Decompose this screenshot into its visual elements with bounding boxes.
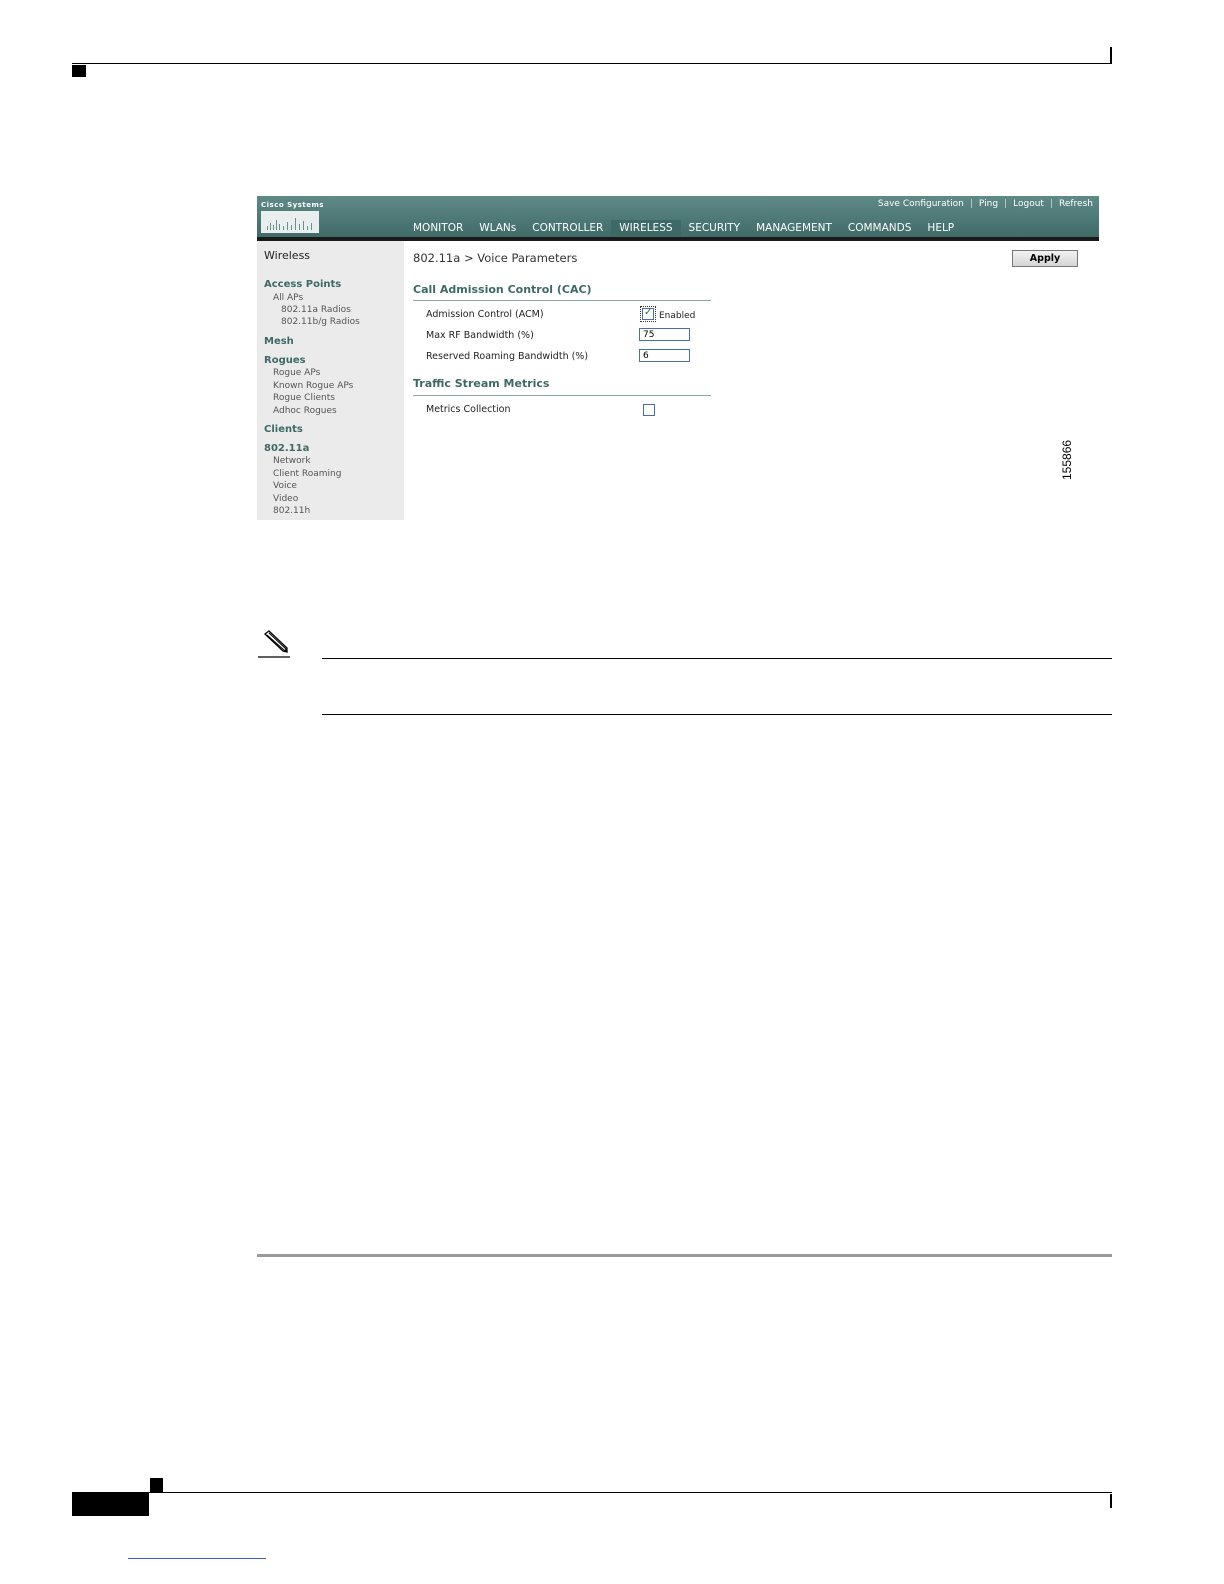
acm-enabled-label: Enabled [659,311,696,321]
tsm-divider [413,395,711,396]
header-marker [72,65,86,77]
tsm-heading: Traffic Stream Metrics [413,377,550,390]
figure-id: 155866 [1060,439,1074,480]
apply-button[interactable]: Apply [1012,250,1078,267]
sidebar-item-known-rogue-aps[interactable]: Known Rogue APs [273,381,354,391]
footer-page-tab [72,1493,149,1516]
nav-help[interactable]: HELP [927,222,955,234]
metrics-collection-checkbox[interactable] [643,404,655,416]
ping-link[interactable]: Ping [978,199,999,209]
max-rf-bandwidth-label: Max RF Bandwidth (%) [426,330,534,341]
footer-tick [1110,1494,1112,1508]
sidebar-item-rogue-clients[interactable]: Rogue Clients [273,393,335,403]
cisco-logo [261,201,324,233]
sidebar-item-80211bg-radios[interactable]: 802.11b/g Radios [281,317,360,327]
metrics-collection-label: Metrics Collection [426,404,511,415]
sidebar-item-video[interactable]: Video [273,494,299,504]
sidebar-item-80211a-radios[interactable]: 802.11a Radios [281,305,351,315]
cac-heading: Call Admission Control (CAC) [413,283,592,296]
nav-security[interactable]: SECURITY [688,222,741,234]
sidebar-title: Wireless [264,249,311,262]
sidebar-item-clients[interactable]: Clients [264,424,303,435]
main-nav [405,220,962,237]
nav-monitor[interactable]: MONITOR [413,222,464,234]
breadcrumb: 802.11a > Voice Parameters [413,251,578,265]
separator: | [969,199,973,209]
acm-checkbox[interactable] [642,308,654,320]
note-pencil-icon [257,630,293,658]
header-tick [1110,47,1112,64]
nav-wlans[interactable]: WLANs [479,222,517,234]
sidebar-item-all-aps[interactable]: All APs [273,293,304,303]
sidebar-item-adhoc-rogues[interactable]: Adhoc Rogues [273,406,337,416]
save-configuration-link[interactable]: Save Configuration [877,199,964,209]
sidebar-item-voice[interactable]: Voice [273,481,297,491]
sidebar-item-80211a[interactable]: 802.11a [264,443,310,454]
nav-commands[interactable]: COMMANDS [847,222,912,234]
sidebar-item-rogues[interactable]: Rogues [264,355,306,366]
cac-divider [413,300,711,301]
top-links [878,199,1093,209]
check-icon: ✓ [644,307,653,318]
footer-rule [72,1492,1112,1493]
footer-marker-small [150,1478,163,1492]
reserved-roaming-bandwidth-label: Reserved Roaming Bandwidth (%) [426,351,589,362]
logo-text: Cisco Systems [261,201,324,209]
max-rf-bandwidth-input[interactable]: 75 [639,328,690,341]
footer-link-underline[interactable] [128,1558,266,1559]
note-top-rule [322,658,1112,659]
sidebar-item-access-points[interactable]: Access Points [264,279,342,290]
nav-controller[interactable]: CONTROLLER [532,222,604,234]
nav-management[interactable]: MANAGEMENT [756,222,832,234]
header-rule [72,63,1112,64]
separator: | [1049,199,1053,209]
sidebar [257,241,404,520]
refresh-link[interactable]: Refresh [1059,199,1093,209]
nav-wireless[interactable]: WIRELESS [611,220,680,237]
sidebar-item-client-roaming[interactable]: Client Roaming [273,469,342,479]
wlc-screenshot [257,196,1099,520]
note-bottom-rule [322,714,1112,715]
sidebar-item-mesh[interactable]: Mesh [264,336,294,347]
sidebar-item-network[interactable]: Network [273,456,311,466]
procedure-end-rule [257,1254,1112,1257]
separator: | [1004,199,1008,209]
logout-link[interactable]: Logout [1013,199,1044,209]
sidebar-item-80211h[interactable]: 802.11h [273,506,311,516]
content-pane [404,241,1099,520]
sidebar-item-rogue-aps[interactable]: Rogue APs [273,368,321,378]
acm-label: Admission Control (ACM) [426,309,544,320]
banner [257,196,1099,237]
logo-bars-icon [261,211,319,233]
reserved-roaming-bandwidth-input[interactable]: 6 [639,349,690,362]
